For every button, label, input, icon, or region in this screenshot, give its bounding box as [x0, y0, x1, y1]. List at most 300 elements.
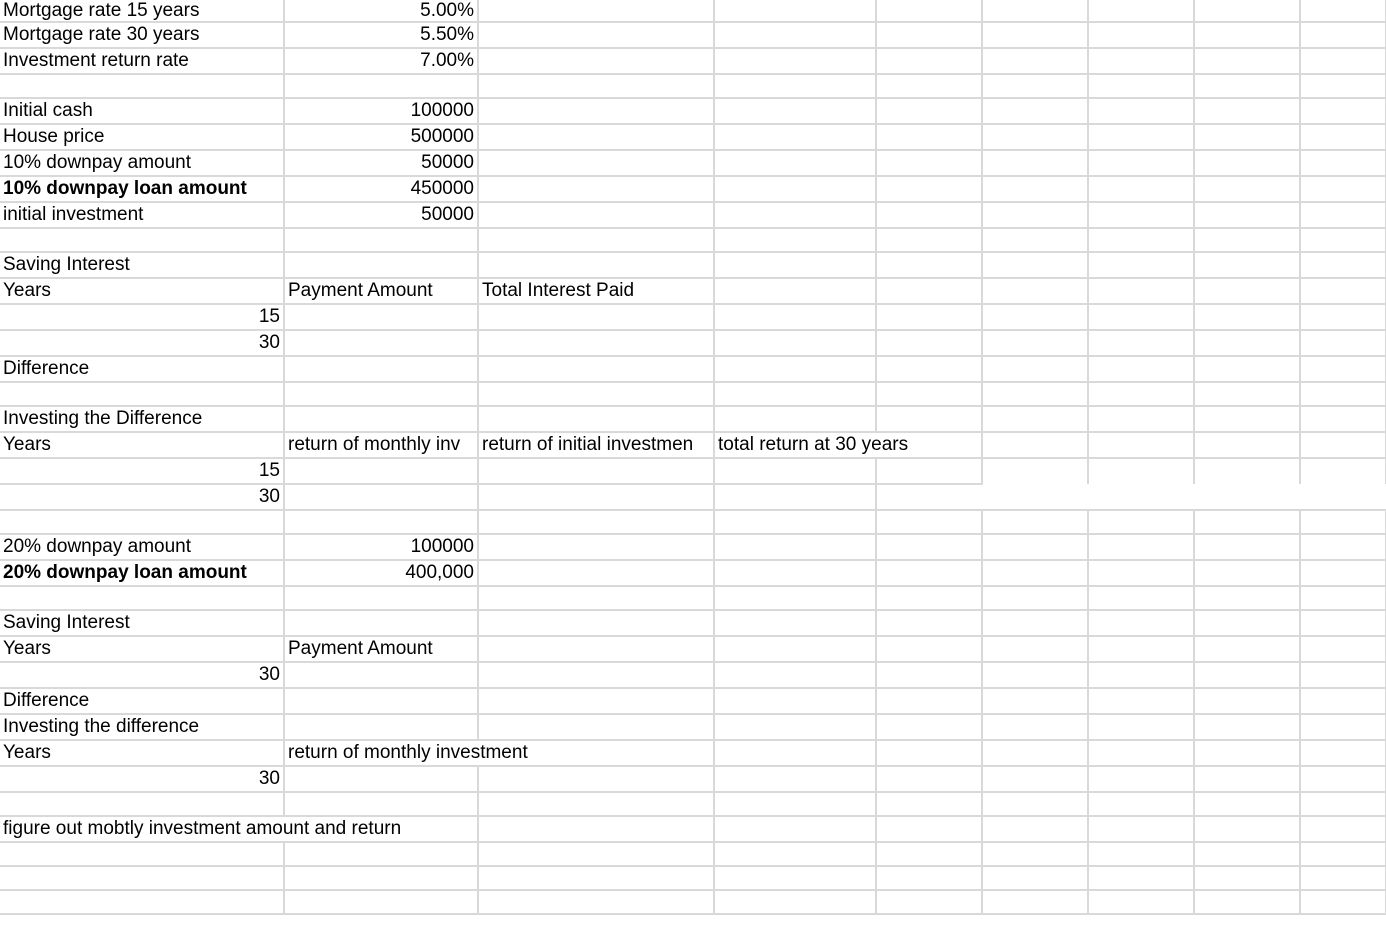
- cell[interactable]: [982, 560, 1088, 586]
- cell[interactable]: [876, 150, 982, 176]
- cell[interactable]: [0, 510, 284, 534]
- cell[interactable]: [0, 792, 284, 816]
- cell[interactable]: [1300, 636, 1386, 662]
- cell[interactable]: [1088, 610, 1194, 636]
- cell[interactable]: [714, 382, 876, 406]
- cell[interactable]: [1300, 176, 1386, 202]
- cell[interactable]: [982, 792, 1088, 816]
- cell[interactable]: [876, 890, 982, 914]
- cell[interactable]: [876, 48, 982, 74]
- cell[interactable]: [1300, 714, 1386, 740]
- cell[interactable]: [478, 510, 714, 534]
- cell[interactable]: [714, 688, 876, 714]
- cell[interactable]: [284, 714, 478, 740]
- cell[interactable]: [876, 560, 982, 586]
- cell[interactable]: [982, 150, 1088, 176]
- cell[interactable]: [1088, 890, 1194, 914]
- label-initial-investment[interactable]: initial investment: [0, 202, 284, 228]
- cell[interactable]: [714, 406, 876, 432]
- cell[interactable]: [714, 98, 876, 124]
- cell[interactable]: [1194, 304, 1300, 330]
- cell[interactable]: [1300, 150, 1386, 176]
- cell[interactable]: [714, 560, 876, 586]
- cell[interactable]: [1300, 740, 1386, 766]
- cell[interactable]: [1194, 252, 1300, 278]
- header-return-initial-investment[interactable]: return of initial investmen: [478, 432, 714, 458]
- cell[interactable]: [1088, 74, 1194, 98]
- cell[interactable]: [1088, 458, 1194, 484]
- cell[interactable]: [1088, 202, 1194, 228]
- cell[interactable]: [982, 636, 1088, 662]
- cell[interactable]: [478, 842, 714, 866]
- cell[interactable]: [714, 766, 876, 792]
- header-payment-amount[interactable]: Payment Amount: [284, 636, 478, 662]
- cell[interactable]: [876, 304, 982, 330]
- label-difference[interactable]: Difference: [0, 688, 284, 714]
- cell[interactable]: [478, 586, 714, 610]
- label-mortgage-rate-30[interactable]: Mortgage rate 30 years: [0, 22, 284, 48]
- cell[interactable]: [982, 432, 1088, 458]
- cell[interactable]: [982, 48, 1088, 74]
- cell[interactable]: [714, 714, 876, 740]
- cell[interactable]: [714, 124, 876, 150]
- cell[interactable]: [284, 330, 478, 356]
- cell[interactable]: [714, 586, 876, 610]
- label-house-price[interactable]: House price: [0, 124, 284, 150]
- cell[interactable]: [1300, 98, 1386, 124]
- cell[interactable]: [1088, 688, 1194, 714]
- cell[interactable]: [478, 766, 714, 792]
- cell[interactable]: [1194, 278, 1300, 304]
- cell[interactable]: [478, 48, 714, 74]
- cell[interactable]: [478, 202, 714, 228]
- cell[interactable]: [1300, 356, 1386, 382]
- cell[interactable]: [1088, 22, 1194, 48]
- cell[interactable]: [478, 890, 714, 914]
- cell[interactable]: [1300, 560, 1386, 586]
- cell[interactable]: [1088, 740, 1194, 766]
- cell[interactable]: [876, 98, 982, 124]
- label-investment-return-rate[interactable]: Investment return rate: [0, 48, 284, 74]
- cell[interactable]: [982, 842, 1088, 866]
- cell[interactable]: [478, 252, 714, 278]
- cell[interactable]: [478, 714, 714, 740]
- cell[interactable]: [284, 586, 478, 610]
- label-downpay-20[interactable]: 20% downpay amount: [0, 534, 284, 560]
- cell[interactable]: [1194, 406, 1300, 432]
- cell[interactable]: [284, 766, 478, 792]
- cell[interactable]: [982, 688, 1088, 714]
- cell[interactable]: [982, 458, 1088, 484]
- cell[interactable]: [284, 662, 478, 688]
- cell[interactable]: [478, 382, 714, 406]
- cell[interactable]: [1088, 560, 1194, 586]
- cell[interactable]: [284, 228, 478, 252]
- cell[interactable]: [876, 636, 982, 662]
- cell[interactable]: [1300, 866, 1386, 890]
- cell[interactable]: [714, 534, 876, 560]
- cell[interactable]: [478, 74, 714, 98]
- cell[interactable]: [1300, 842, 1386, 866]
- cell[interactable]: [982, 252, 1088, 278]
- cell[interactable]: [284, 382, 478, 406]
- cell[interactable]: [1300, 534, 1386, 560]
- cell[interactable]: [982, 98, 1088, 124]
- cell[interactable]: [1194, 484, 1300, 510]
- cell[interactable]: [1194, 74, 1300, 98]
- cell[interactable]: [1194, 458, 1300, 484]
- header-total-interest-paid[interactable]: Total Interest Paid: [478, 278, 714, 304]
- cell[interactable]: [1194, 330, 1300, 356]
- cell[interactable]: [876, 510, 982, 534]
- cell[interactable]: [0, 382, 284, 406]
- cell[interactable]: [876, 534, 982, 560]
- cell[interactable]: [1088, 252, 1194, 278]
- cell[interactable]: [982, 176, 1088, 202]
- cell[interactable]: [1194, 766, 1300, 792]
- cell[interactable]: [284, 842, 478, 866]
- cell[interactable]: [982, 714, 1088, 740]
- cell[interactable]: [1194, 432, 1300, 458]
- cell[interactable]: [714, 458, 876, 484]
- cell[interactable]: [1194, 228, 1300, 252]
- cell[interactable]: [1194, 176, 1300, 202]
- cell[interactable]: [478, 304, 714, 330]
- cell[interactable]: [1088, 176, 1194, 202]
- label-mortgage-rate-15[interactable]: Mortgage rate 15 years: [0, 0, 284, 22]
- cell[interactable]: [714, 252, 876, 278]
- cell[interactable]: [284, 484, 478, 510]
- cell[interactable]: [1300, 382, 1386, 406]
- cell[interactable]: [876, 278, 982, 304]
- label-years[interactable]: Years: [0, 636, 284, 662]
- cell[interactable]: [284, 304, 478, 330]
- cell[interactable]: [714, 48, 876, 74]
- cell[interactable]: [982, 228, 1088, 252]
- header-total-return-30-years[interactable]: total return at 30 years: [714, 432, 876, 458]
- cell[interactable]: [478, 356, 714, 382]
- cell[interactable]: [1088, 330, 1194, 356]
- cell[interactable]: [0, 866, 284, 890]
- cell[interactable]: [714, 484, 876, 510]
- cell[interactable]: [1088, 534, 1194, 560]
- cell[interactable]: [1088, 0, 1194, 22]
- cell[interactable]: [982, 74, 1088, 98]
- cell[interactable]: [1194, 150, 1300, 176]
- cell[interactable]: [876, 406, 982, 432]
- label-years[interactable]: Years: [0, 432, 284, 458]
- cell[interactable]: [1088, 792, 1194, 816]
- value-years-30[interactable]: 30: [0, 662, 284, 688]
- cell[interactable]: [0, 74, 284, 98]
- cell[interactable]: [982, 610, 1088, 636]
- cell[interactable]: [1300, 202, 1386, 228]
- cell[interactable]: [0, 890, 284, 914]
- cell[interactable]: [714, 176, 876, 202]
- cell[interactable]: [1088, 304, 1194, 330]
- cell[interactable]: [1088, 228, 1194, 252]
- cell[interactable]: [982, 202, 1088, 228]
- cell[interactable]: [478, 534, 714, 560]
- cell[interactable]: [982, 22, 1088, 48]
- cell[interactable]: [284, 890, 478, 914]
- cell[interactable]: [478, 458, 714, 484]
- cell[interactable]: [982, 278, 1088, 304]
- value-house-price[interactable]: 500000: [284, 124, 478, 150]
- cell[interactable]: [478, 98, 714, 124]
- cell[interactable]: [982, 866, 1088, 890]
- value-years-15[interactable]: 15: [0, 304, 284, 330]
- cell[interactable]: [1088, 510, 1194, 534]
- cell[interactable]: [284, 356, 478, 382]
- label-years[interactable]: Years: [0, 278, 284, 304]
- label-loan-10[interactable]: 10% downpay loan amount: [0, 176, 284, 202]
- cell[interactable]: [876, 714, 982, 740]
- cell[interactable]: [714, 890, 876, 914]
- cell[interactable]: [478, 0, 714, 22]
- cell[interactable]: [1088, 278, 1194, 304]
- cell[interactable]: [1194, 816, 1300, 842]
- cell[interactable]: [1194, 202, 1300, 228]
- cell[interactable]: [478, 792, 714, 816]
- cell[interactable]: [714, 816, 876, 842]
- cell[interactable]: [982, 124, 1088, 150]
- label-loan-20[interactable]: 20% downpay loan amount: [0, 560, 284, 586]
- cell[interactable]: [714, 228, 876, 252]
- cell[interactable]: [1300, 406, 1386, 432]
- cell[interactable]: [1300, 816, 1386, 842]
- cell[interactable]: [1194, 688, 1300, 714]
- cell[interactable]: [876, 816, 982, 842]
- cell[interactable]: [1194, 792, 1300, 816]
- cell[interactable]: [478, 484, 714, 510]
- value-mortgage-rate-15[interactable]: 5.00%: [284, 0, 478, 22]
- cell[interactable]: [982, 406, 1088, 432]
- cell[interactable]: [714, 202, 876, 228]
- cell[interactable]: [284, 866, 478, 890]
- cell[interactable]: [876, 740, 982, 766]
- cell[interactable]: [1088, 382, 1194, 406]
- cell[interactable]: [1088, 484, 1194, 510]
- cell[interactable]: [876, 124, 982, 150]
- cell[interactable]: [876, 202, 982, 228]
- cell[interactable]: [478, 150, 714, 176]
- cell[interactable]: [714, 22, 876, 48]
- cell[interactable]: [1300, 610, 1386, 636]
- cell[interactable]: [982, 586, 1088, 610]
- cell[interactable]: [714, 304, 876, 330]
- value-initial-investment[interactable]: 50000: [284, 202, 478, 228]
- cell[interactable]: [1194, 560, 1300, 586]
- cell[interactable]: [1194, 356, 1300, 382]
- cell[interactable]: [478, 662, 714, 688]
- cell[interactable]: [478, 866, 714, 890]
- section-title-saving-interest[interactable]: Saving Interest: [0, 252, 284, 278]
- cell[interactable]: [1300, 74, 1386, 98]
- cell[interactable]: [1194, 662, 1300, 688]
- cell[interactable]: [1088, 432, 1194, 458]
- cell[interactable]: [1194, 714, 1300, 740]
- cell[interactable]: [714, 792, 876, 816]
- cell[interactable]: [1088, 98, 1194, 124]
- cell[interactable]: [982, 662, 1088, 688]
- cell[interactable]: [876, 0, 982, 22]
- cell[interactable]: [1300, 458, 1386, 484]
- section-title-saving-interest[interactable]: Saving Interest: [0, 610, 284, 636]
- cell[interactable]: [0, 842, 284, 866]
- cell[interactable]: [876, 176, 982, 202]
- header-return-monthly-investment[interactable]: return of monthly investment: [284, 740, 478, 766]
- cell[interactable]: [1088, 48, 1194, 74]
- cell[interactable]: [982, 484, 1088, 510]
- cell[interactable]: [714, 330, 876, 356]
- cell[interactable]: [478, 22, 714, 48]
- cell[interactable]: [714, 150, 876, 176]
- cell[interactable]: [714, 662, 876, 688]
- cell[interactable]: [982, 356, 1088, 382]
- value-loan-10[interactable]: 450000: [284, 176, 478, 202]
- cell[interactable]: [1088, 586, 1194, 610]
- cell[interactable]: [1300, 0, 1386, 22]
- cell[interactable]: [478, 610, 714, 636]
- cell[interactable]: [478, 124, 714, 150]
- cell[interactable]: [982, 890, 1088, 914]
- cell[interactable]: [876, 330, 982, 356]
- cell[interactable]: [478, 330, 714, 356]
- cell[interactable]: [0, 228, 284, 252]
- cell[interactable]: [714, 74, 876, 98]
- cell[interactable]: [1088, 406, 1194, 432]
- cell[interactable]: [1194, 636, 1300, 662]
- cell[interactable]: [1300, 22, 1386, 48]
- cell[interactable]: [982, 304, 1088, 330]
- cell[interactable]: [1300, 124, 1386, 150]
- cell[interactable]: [876, 842, 982, 866]
- cell[interactable]: [1194, 22, 1300, 48]
- cell[interactable]: [1300, 890, 1386, 914]
- cell[interactable]: [1194, 382, 1300, 406]
- cell[interactable]: [876, 458, 982, 484]
- label-downpay-10[interactable]: 10% downpay amount: [0, 150, 284, 176]
- cell[interactable]: [876, 228, 982, 252]
- cell[interactable]: [1194, 0, 1300, 22]
- header-return-monthly-investment[interactable]: return of monthly inv: [284, 432, 478, 458]
- cell[interactable]: [284, 792, 478, 816]
- cell[interactable]: [1300, 484, 1386, 510]
- cell[interactable]: [478, 406, 714, 432]
- cell[interactable]: [982, 0, 1088, 22]
- value-years-30[interactable]: 30: [0, 330, 284, 356]
- cell[interactable]: [1300, 688, 1386, 714]
- cell[interactable]: [714, 866, 876, 890]
- cell[interactable]: [714, 278, 876, 304]
- cell[interactable]: [876, 792, 982, 816]
- cell[interactable]: [1088, 662, 1194, 688]
- value-downpay-20[interactable]: 100000: [284, 534, 478, 560]
- value-downpay-10[interactable]: 50000: [284, 150, 478, 176]
- cell[interactable]: [1300, 586, 1386, 610]
- cell[interactable]: [1088, 124, 1194, 150]
- cell[interactable]: [982, 510, 1088, 534]
- cell[interactable]: [714, 636, 876, 662]
- value-mortgage-rate-30[interactable]: 5.50%: [284, 22, 478, 48]
- cell[interactable]: [478, 636, 714, 662]
- cell[interactable]: [284, 458, 478, 484]
- cell[interactable]: [1300, 766, 1386, 792]
- cell[interactable]: [982, 816, 1088, 842]
- label-years[interactable]: Years: [0, 740, 284, 766]
- cell[interactable]: [1088, 866, 1194, 890]
- value-years-30[interactable]: 30: [0, 766, 284, 792]
- cell[interactable]: [982, 740, 1088, 766]
- cell[interactable]: [982, 534, 1088, 560]
- cell[interactable]: [876, 382, 982, 406]
- cell[interactable]: [876, 586, 982, 610]
- cell[interactable]: [1300, 662, 1386, 688]
- cell[interactable]: [1194, 124, 1300, 150]
- cell[interactable]: [1194, 586, 1300, 610]
- value-years-15[interactable]: 15: [0, 458, 284, 484]
- cell[interactable]: [284, 510, 478, 534]
- cell[interactable]: [478, 176, 714, 202]
- cell[interactable]: [1194, 740, 1300, 766]
- cell[interactable]: [1194, 98, 1300, 124]
- cell[interactable]: [876, 610, 982, 636]
- cell[interactable]: [714, 740, 876, 766]
- cell[interactable]: [478, 688, 714, 714]
- cell[interactable]: [1300, 228, 1386, 252]
- cell[interactable]: [1194, 48, 1300, 74]
- cell[interactable]: [284, 74, 478, 98]
- cell[interactable]: [1194, 610, 1300, 636]
- cell[interactable]: [714, 610, 876, 636]
- cell[interactable]: [1088, 842, 1194, 866]
- label-difference[interactable]: Difference: [0, 356, 284, 382]
- cell[interactable]: [1300, 330, 1386, 356]
- cell[interactable]: [1088, 636, 1194, 662]
- cell[interactable]: [1300, 432, 1386, 458]
- cell[interactable]: [1194, 534, 1300, 560]
- header-payment-amount[interactable]: Payment Amount: [284, 278, 478, 304]
- cell[interactable]: [478, 228, 714, 252]
- cell[interactable]: [1088, 150, 1194, 176]
- cell[interactable]: [478, 816, 714, 842]
- section-title-investing-difference[interactable]: Investing the difference: [0, 714, 284, 740]
- cell[interactable]: [714, 842, 876, 866]
- value-years-30[interactable]: 30: [0, 484, 284, 510]
- cell[interactable]: [714, 0, 876, 22]
- cell[interactable]: [1194, 842, 1300, 866]
- cell[interactable]: [876, 484, 982, 510]
- cell[interactable]: [982, 330, 1088, 356]
- cell[interactable]: [876, 22, 982, 48]
- cell[interactable]: [284, 610, 478, 636]
- cell[interactable]: [478, 560, 714, 586]
- cell[interactable]: [876, 766, 982, 792]
- cell[interactable]: [1088, 766, 1194, 792]
- cell[interactable]: [714, 510, 876, 534]
- cell[interactable]: [284, 406, 478, 432]
- cell[interactable]: [876, 866, 982, 890]
- cell[interactable]: [1300, 792, 1386, 816]
- cell[interactable]: [982, 766, 1088, 792]
- cell[interactable]: [1194, 510, 1300, 534]
- cell[interactable]: [1300, 278, 1386, 304]
- cell[interactable]: [1300, 252, 1386, 278]
- label-initial-cash[interactable]: Initial cash: [0, 98, 284, 124]
- cell[interactable]: [876, 688, 982, 714]
- cell[interactable]: [714, 356, 876, 382]
